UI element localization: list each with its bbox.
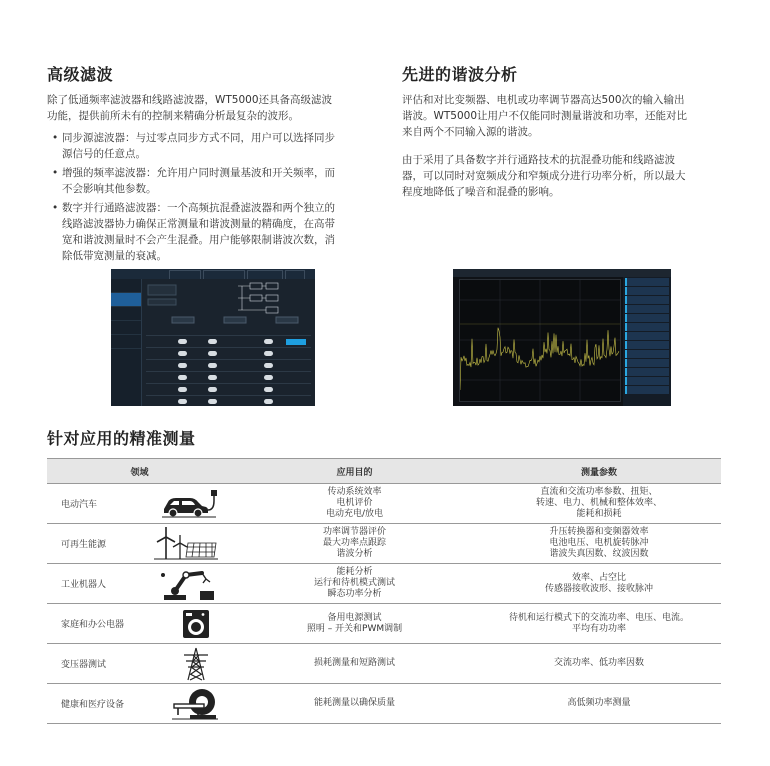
column-header-params: 测量参数 xyxy=(477,459,721,484)
purpose-cell: 传动系统效率 电机评价 电动充电/放电 xyxy=(232,484,477,524)
purpose-cell: 损耗测量和短路测试 xyxy=(232,644,477,684)
harmonic-analysis-screenshot xyxy=(453,269,671,406)
domain-cell xyxy=(47,604,232,644)
params-cell: 交流功率、低功率因数 xyxy=(477,644,721,684)
purpose-cell: 功率调节器评价 最大功率点跟踪 谐波分析 xyxy=(232,524,477,564)
harmonic-spectrum-plot xyxy=(459,279,621,402)
domain-label: 家庭和办公电器 xyxy=(61,620,125,630)
domain-label: 健康和医疗设备 xyxy=(61,700,125,710)
table-row xyxy=(47,484,721,524)
table-row xyxy=(146,349,311,360)
domain-cell xyxy=(47,644,232,684)
list-item: • 同步源滤波器：与过零点同步方式不同，用户可以选择同步 源信号的任意点。 xyxy=(52,130,382,162)
electric-car-icon xyxy=(160,489,218,519)
table-row xyxy=(47,684,721,724)
table-row xyxy=(146,337,311,348)
purpose-cell: 备用电源测试 照明 – 开关和PWM调制 xyxy=(232,604,477,644)
table-row xyxy=(146,325,311,336)
table-row xyxy=(146,397,311,406)
screenshot-main-panel xyxy=(142,279,315,406)
column-header-purpose: 应用目的 xyxy=(232,459,477,484)
domain-cell xyxy=(47,564,232,604)
params-cell: 直流和交流功率参数、扭矩、 转速、电力、机械和整体效率、 能耗和损耗 xyxy=(477,484,721,524)
intro-line: 功能，提供前所未有的控制来精确分析最复杂的波形。 xyxy=(47,110,299,122)
params-cell: 待机和运行模式下的交流功率、电压、电流。 平均有功功率 xyxy=(477,604,721,644)
screenshot-tabbar xyxy=(111,269,315,279)
purpose-cell: 能耗测量以确保质量 xyxy=(232,684,477,724)
table-row xyxy=(146,373,311,384)
section-title-harmonic-analysis: 先进的谐波分析 xyxy=(402,65,518,84)
domain-cell xyxy=(47,524,232,564)
mri-scanner-icon xyxy=(172,688,218,720)
list-item: • 增强的频率滤波器：允许用户同时测量基波和开关频率，而 不会影响其他参数。 xyxy=(52,165,382,197)
screenshot-right-panel xyxy=(623,277,671,406)
domain-label: 可再生能源 xyxy=(61,540,107,550)
table-row xyxy=(146,361,311,372)
section-title-advanced-filter: 高级滤波 xyxy=(47,65,114,84)
domain-label: 工业机器人 xyxy=(61,580,107,590)
screenshot-tabbar xyxy=(453,269,671,277)
table-row xyxy=(47,604,721,644)
domain-cell xyxy=(47,484,232,524)
table-row xyxy=(47,564,721,604)
purpose-cell: 能耗分析 运行和待机模式测试 瞬态功率分析 xyxy=(232,564,477,604)
section-title-applications: 针对应用的精准测量 xyxy=(47,429,196,448)
washing-machine-icon xyxy=(182,609,210,639)
screenshot-sidebar xyxy=(111,279,142,406)
harmonic-para-1: 评估和对比变频器、电机或功率调节器高达500次的输入输出 谐波。WT5000让用户不仅能同时测量谐波和功率，还能对比 来自两个不同输入源的谐波。 xyxy=(402,94,688,138)
filter-settings-screenshot xyxy=(111,269,315,406)
harmonic-para-2: 由于采用了具备数字并行通路技术的抗混叠功能和线路滤波 器，可以同时对宽频成分和窄频成分进行功率分析，所以最大 程度地降低了噪音和混叠的影响。 xyxy=(402,154,686,198)
advanced-filter-intro xyxy=(47,92,377,124)
table-row xyxy=(146,385,311,396)
params-cell: 效率、占空比 传感器接收波形、接收脉冲 xyxy=(477,564,721,604)
filter-feature-list xyxy=(52,130,382,267)
wind-solar-icon xyxy=(154,527,218,561)
table-row xyxy=(47,644,721,684)
intro-line: 除了低通频率滤波器和线路滤波器，WT5000还具备高级滤波 xyxy=(47,94,333,106)
domain-label: 变压器测试 xyxy=(61,660,107,670)
domain-label: 电动汽车 xyxy=(61,500,98,510)
domain-cell xyxy=(47,684,232,724)
robot-arm-icon xyxy=(160,567,218,601)
spectrum-waveform xyxy=(460,280,620,402)
list-item: • 数字并行通路滤波器：一个高频抗混叠滤波器和两个独立的 线路滤波器协力确保正常测量和谐波测量的精确度，在高带 宽和谐波测量时不会产生混叠。用户能够限制谐波次数，消 除低带宽测量的衰减。 xyxy=(52,200,382,264)
table-row xyxy=(47,524,721,564)
params-cell: 高低频功率测量 xyxy=(477,684,721,724)
table-header-row xyxy=(47,459,721,484)
params-cell: 升压转换器和变频器效率 电池电压、电机旋转脉冲 谐波失真因数、纹波因数 xyxy=(477,524,721,564)
column-header-domain: 领域 xyxy=(47,459,232,484)
applications-table xyxy=(47,458,721,724)
transmission-tower-icon xyxy=(182,647,210,681)
